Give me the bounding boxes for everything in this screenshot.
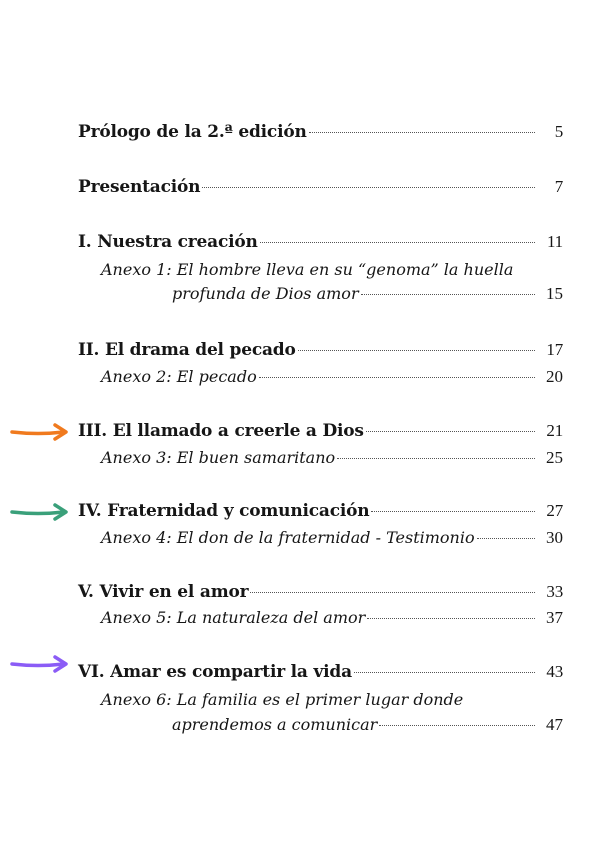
toc-entry-chapter-2 [78, 340, 563, 366]
arrow-right-icon [10, 422, 70, 442]
toc-entry-title: Prólogo de la 2.ª edición [78, 122, 307, 142]
toc-entry-presentacion [78, 177, 563, 203]
toc-entry-title: profunda de Dios amor [172, 284, 359, 303]
toc-entry-chapter-5 [78, 582, 563, 608]
toc-entry-page: 43 [546, 662, 563, 681]
toc-entry-page: 37 [546, 608, 563, 627]
toc-entry-title: V. Vivir en el amor [78, 582, 249, 602]
dot-leader [337, 458, 535, 459]
toc-entry-title: Anexo 2: El pecado [101, 367, 257, 386]
toc-entry-page: 7 [554, 177, 563, 196]
toc-entry-page: 20 [546, 367, 563, 386]
toc-entry-title: Anexo 3: El buen samaritano [101, 448, 336, 467]
toc-entry-page: 15 [546, 284, 563, 303]
dot-leader [366, 431, 535, 432]
toc-entry-title: Anexo 5: La naturaleza del amor [101, 608, 366, 627]
toc-entry-chapter-1 [78, 232, 563, 258]
toc-entry-title: VI. Amar es compartir la vida [78, 662, 352, 682]
arrow-right-icon [10, 502, 70, 522]
dot-leader [309, 132, 535, 133]
dot-leader [379, 725, 535, 726]
toc-entry-title: I. Nuestra creación [78, 232, 258, 252]
toc-entry-title: II. El drama del pecado [78, 340, 296, 360]
toc-annex-6-line1: Anexo 6: La familia es el primer lugar donde [101, 690, 464, 709]
dot-leader [259, 377, 535, 378]
dot-leader [361, 294, 535, 295]
dot-leader [371, 511, 535, 512]
toc-entry-annex-2 [101, 367, 563, 393]
dot-leader [260, 242, 535, 243]
toc-entry-page: 11 [547, 232, 563, 251]
toc-entry-annex-4 [101, 528, 563, 554]
toc-entry-title: III. El llamado a creerle a Dios [78, 421, 364, 441]
dot-leader [250, 592, 535, 593]
dot-leader [477, 538, 535, 539]
toc-entry-page: 30 [546, 528, 563, 547]
toc-entry-page: 47 [546, 715, 563, 734]
dot-leader [354, 672, 535, 673]
toc-entry-annex-6 [172, 715, 563, 741]
toc-entry-title: aprendemos a comunicar [172, 715, 378, 734]
toc-entry-title: IV. Fraternidad y comunicación [78, 501, 370, 521]
toc-entry-title: Anexo 4: El don de la fraternidad - Testimonio [101, 528, 475, 547]
toc-entry-annex-1 [172, 284, 563, 310]
toc-annex-1-line1: Anexo 1: El hombre lleva en su “genoma” la huella [101, 260, 514, 279]
dot-leader [298, 350, 535, 351]
toc-entry-page: 25 [546, 448, 563, 467]
arrow-right-icon [10, 654, 70, 674]
toc-entry-page: 5 [554, 122, 563, 141]
toc-entry-page: 33 [546, 582, 563, 601]
toc-entry-page: 17 [546, 340, 563, 359]
toc-entry-title: Presentación [78, 177, 201, 197]
toc-entry-page: 21 [546, 421, 563, 440]
toc-entry-annex-5 [101, 608, 563, 634]
toc-entry-chapter-4 [78, 501, 563, 527]
toc-entry-chapter-3 [78, 421, 563, 447]
dot-leader [367, 618, 535, 619]
toc-entry-chapter-6 [78, 662, 563, 688]
toc-entry-annex-3 [101, 448, 563, 474]
toc-entry-prologo [78, 122, 563, 148]
dot-leader [202, 187, 535, 188]
toc-entry-page: 27 [546, 501, 563, 520]
